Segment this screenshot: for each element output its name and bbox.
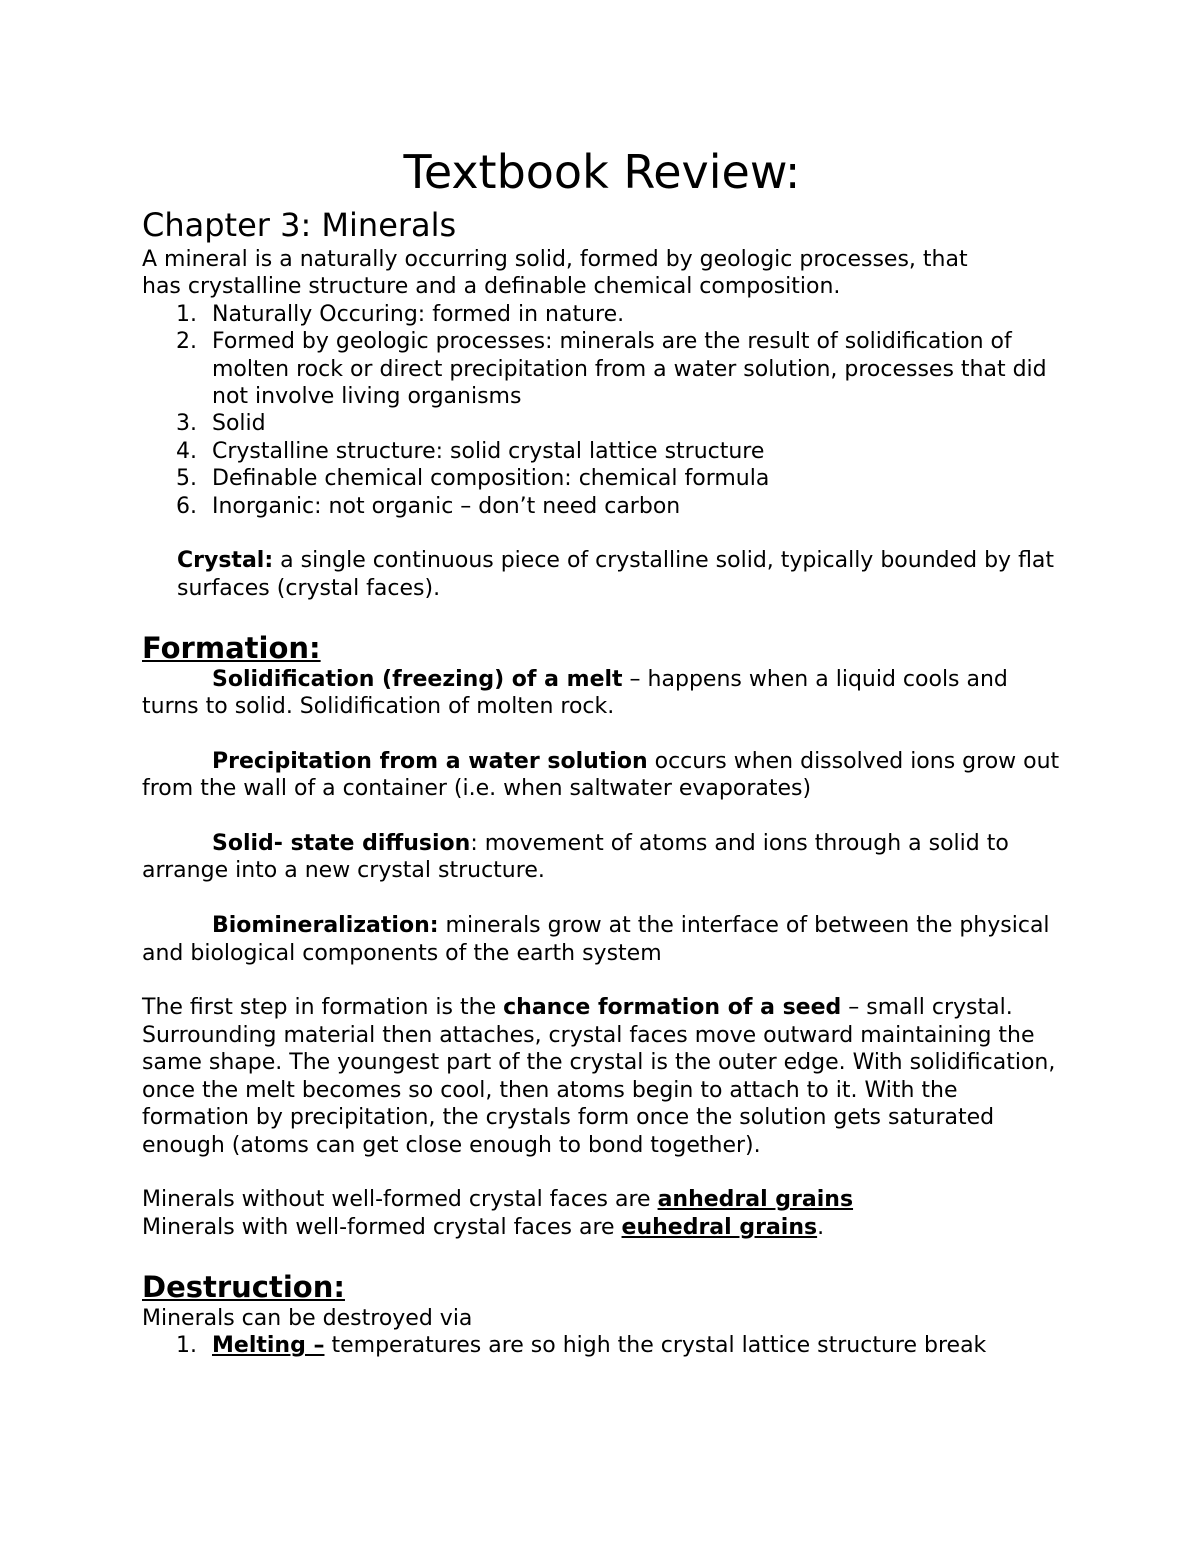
list-item — [142, 1332, 1062, 1359]
anhedral-before: Minerals without well-formed crystal faces are — [142, 1187, 658, 1213]
chapter-heading: Chapter 3: Minerals — [142, 206, 457, 244]
mineral-definition — [142, 246, 1062, 301]
diffusion-term: Solid- state diffusion — [212, 831, 471, 857]
crystal-term: Crystal: — [177, 548, 274, 574]
seed-paragraph — [142, 994, 1062, 1158]
anhedral-term: anhedral grains — [657, 1187, 854, 1213]
diffusion-text: : movement of atoms and ions through a solid to arrange into a new crystal structure. — [142, 831, 1009, 884]
list-item — [142, 301, 1062, 328]
grains-paragraph — [142, 1186, 1062, 1241]
crystal-text: a single continuous piece of crystalline solid, typically bounded by flat surfaces (crystal faces). — [177, 548, 1055, 601]
biomineralization-paragraph — [142, 912, 1062, 967]
list-text: Solid — [212, 411, 266, 437]
list-text: Crystalline structure: solid crystal lattice structure — [212, 438, 765, 464]
precipitation-paragraph — [142, 748, 1062, 803]
solidification-text: – happens when a liquid cools and turns to solid. Solidification of molten rock. — [142, 666, 1008, 720]
list-item — [142, 410, 1062, 437]
list-number: 6. — [176, 493, 197, 519]
crystal-definition — [142, 547, 1062, 602]
list-item — [142, 328, 1062, 410]
biomineralization-term: Biomineralization: — [212, 913, 439, 939]
melting-term: Melting – — [212, 1332, 325, 1358]
list-item — [142, 465, 1062, 492]
euhedral-term: euhedral grains — [621, 1214, 818, 1240]
list-text: Formed by geologic processes: minerals are the result of solidification of molten rock or direct precipitation from a water solution, processes that did not involve living organisms — [212, 329, 1047, 410]
seed-term: chance formation of a seed — [503, 995, 842, 1021]
biomineralization-text: minerals grow at the interface of between the physical and biological components of the earth system — [142, 913, 1050, 966]
document-title: Textbook Review: — [403, 145, 801, 199]
destruction-heading: Destruction: — [142, 1269, 345, 1304]
list-number: 3. — [176, 411, 197, 437]
destruction-list — [142, 1332, 1062, 1359]
list-number: 1. — [176, 301, 197, 327]
formation-heading: Formation: — [142, 630, 321, 665]
precipitation-text: occurs when dissolved ions grow out from the wall of a container (i.e. when saltwater evaporates) — [142, 748, 1060, 802]
euhedral-before: Minerals with well-formed crystal faces are — [142, 1214, 622, 1240]
list-text: Inorganic: not organic – don’t need carbon — [212, 493, 681, 519]
melting-text: temperatures are so high the crystal lattice structure break — [324, 1332, 987, 1358]
seed-before: The first step in formation is the — [142, 995, 504, 1021]
list-text: Naturally Occuring: formed in nature. — [212, 301, 625, 327]
seed-after: – small crystal. Surrounding material then attaches, crystal faces move outward maintaining the same shape. The youngest part of the crystal is the outer edge. With solidification, once the melt becomes so cool, then atoms begin to attach to it. With the formation by precipitation, the crystals form once the solution gets saturated enough (atoms can get close enough to bond together). — [142, 995, 1056, 1158]
list-number: 4. — [176, 438, 197, 464]
list-item — [142, 493, 1062, 520]
list-number: 1. — [176, 1332, 197, 1358]
definition-line-2: has crystalline structure and a definable chemical composition. — [142, 274, 841, 300]
diffusion-paragraph — [142, 830, 1062, 885]
precipitation-term: Precipitation from a water solution — [212, 748, 648, 774]
destruction-intro: Minerals can be destroyed via — [142, 1305, 473, 1331]
mineral-criteria-list — [142, 301, 1062, 520]
definition-line-1: A mineral is a naturally occurring solid, formed by geologic processes, that — [142, 247, 968, 272]
document-page — [142, 140, 1062, 1359]
list-number: 5. — [176, 466, 197, 492]
list-number: 2. — [176, 329, 197, 355]
list-text: Definable chemical composition: chemical formula — [212, 466, 770, 492]
euhedral-after: . — [817, 1214, 825, 1240]
list-item — [142, 438, 1062, 465]
solidification-term: Solidification (freezing) of a melt — [212, 666, 623, 692]
solidification-paragraph — [142, 666, 1062, 721]
